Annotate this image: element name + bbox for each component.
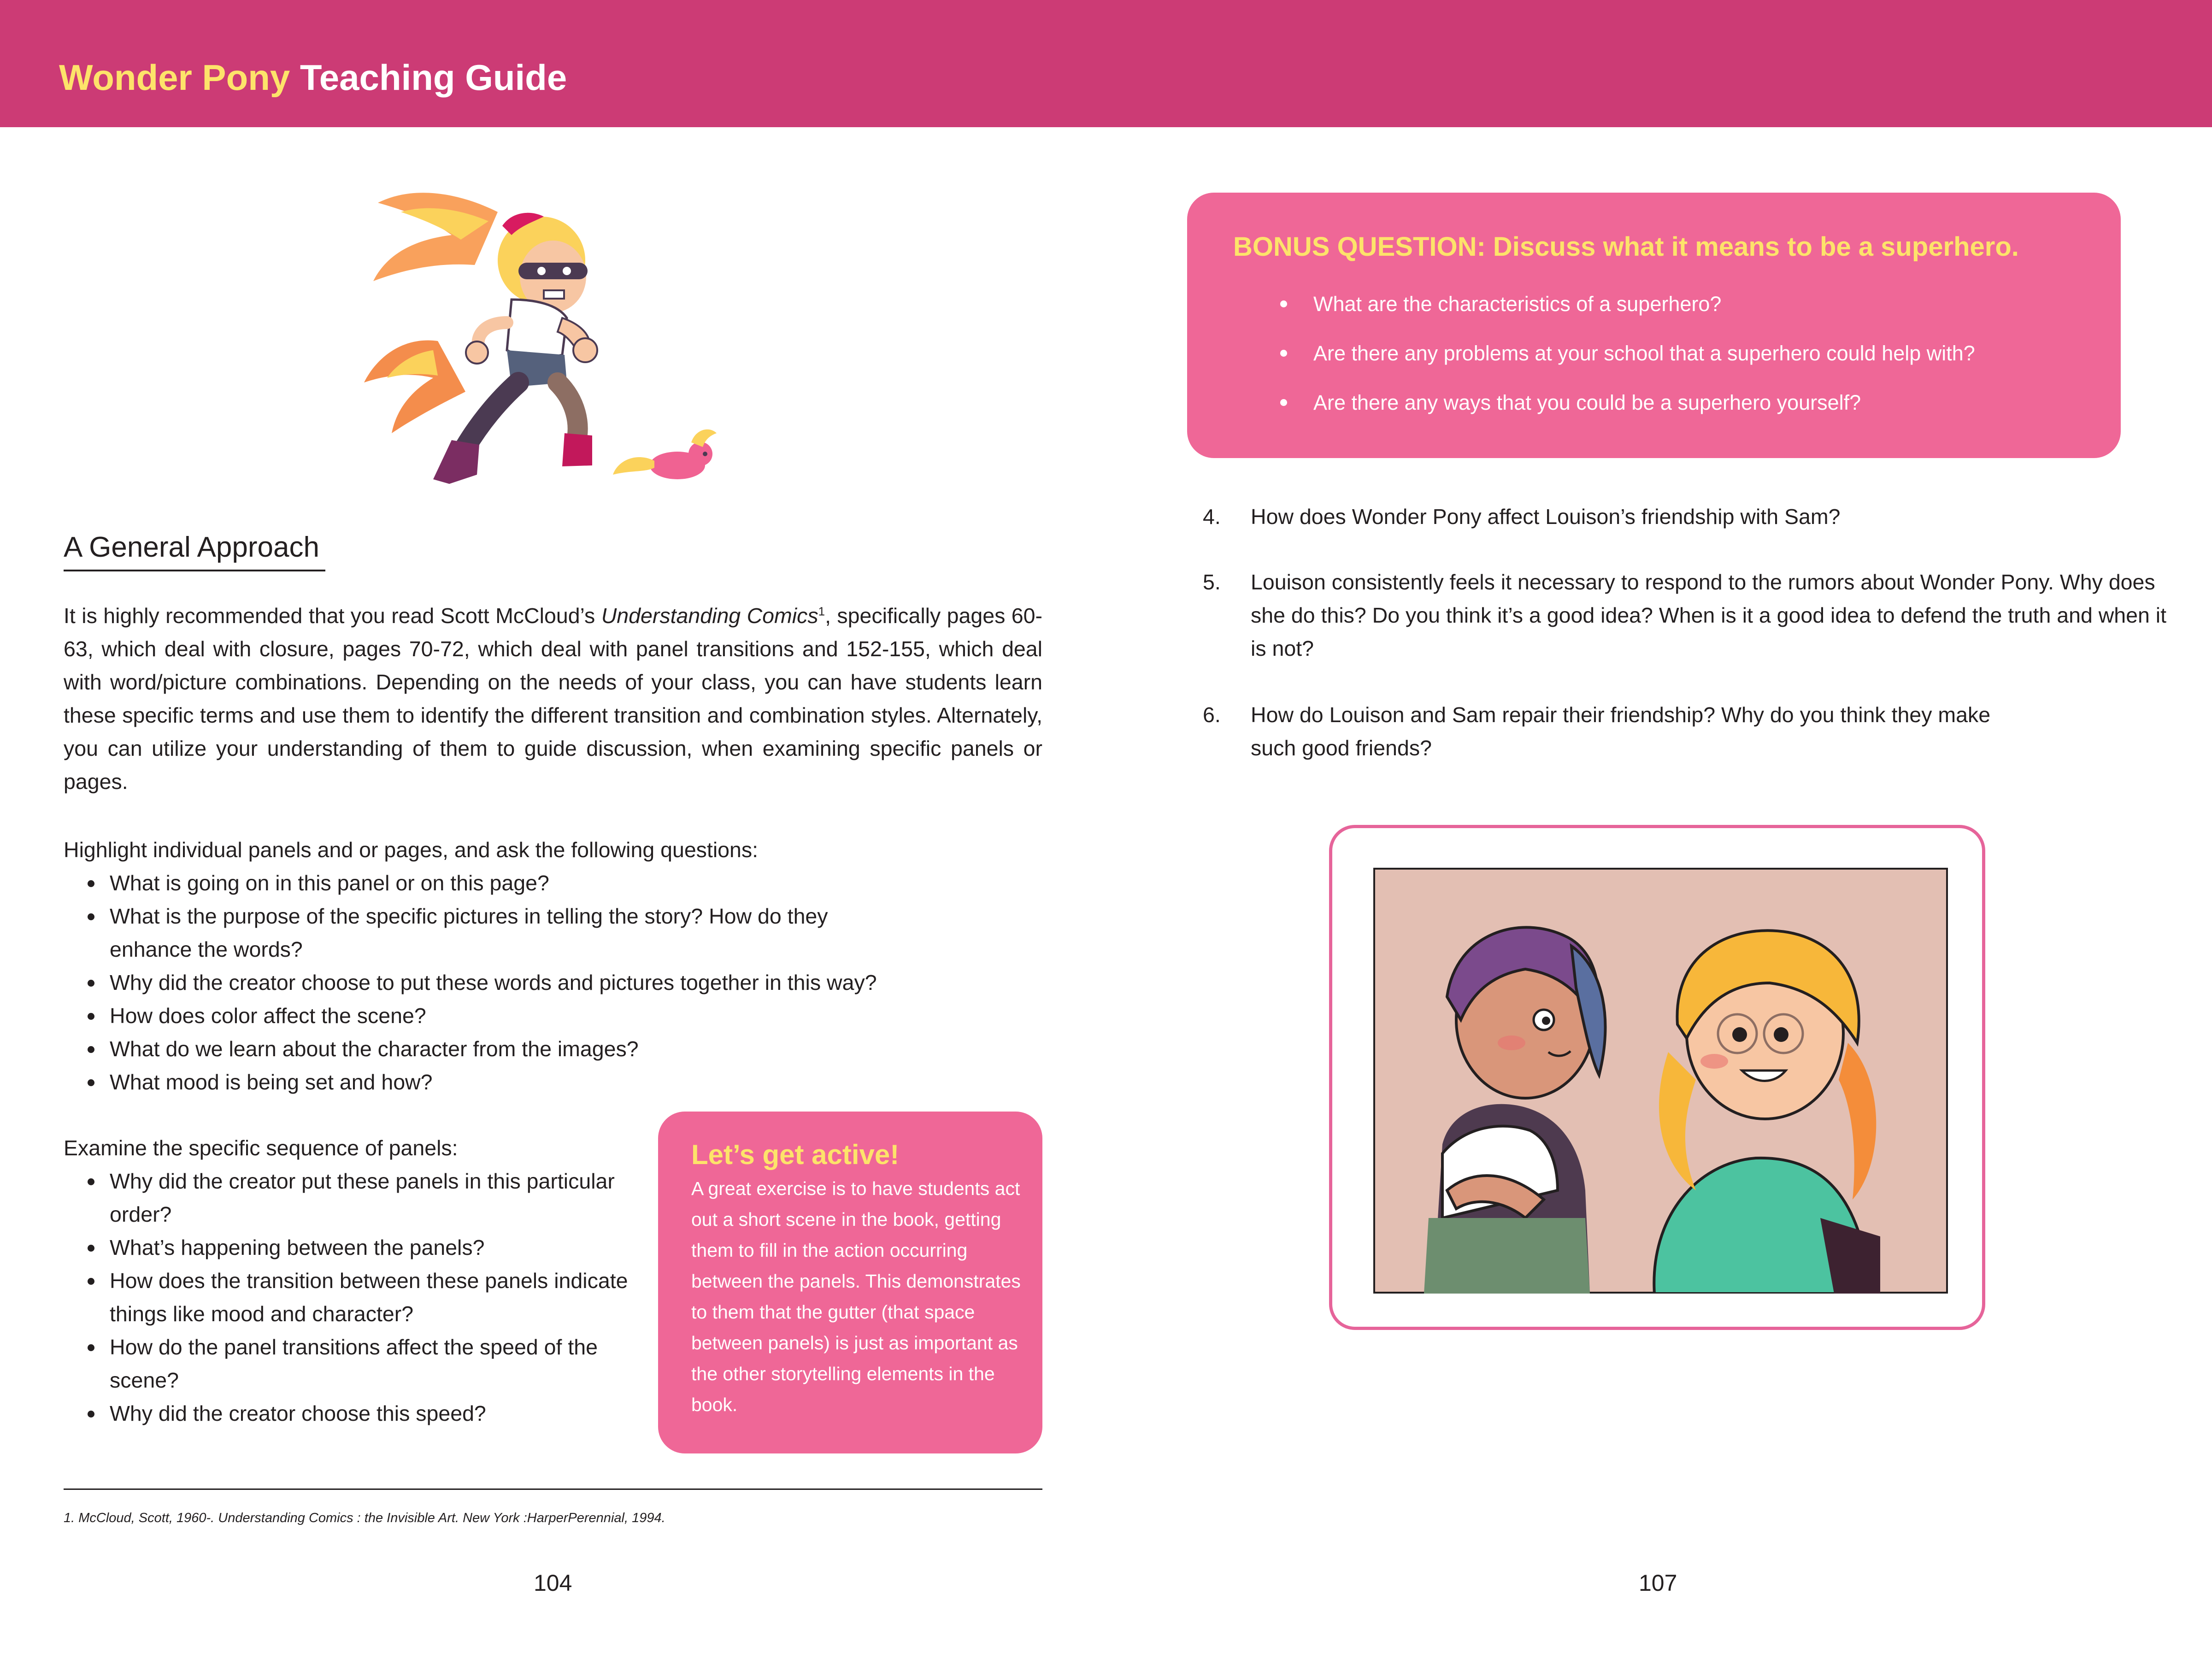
- heading-underline: [64, 570, 325, 571]
- list-item: What’s happening between the panels?: [64, 1231, 630, 1264]
- list-item: Why did the creator choose this speed?: [64, 1397, 630, 1430]
- list-item: Why did the creator put these panels in this particular order?: [64, 1165, 630, 1231]
- list-item: What do we learn about the character from the images?: [64, 1032, 985, 1065]
- hero-illustration: [359, 184, 728, 507]
- list-item: What mood is being set and how?: [64, 1065, 985, 1099]
- list-item: How does the transition between these panels indicate things like mood and character?: [64, 1264, 630, 1330]
- question-number: 5.: [1203, 570, 1221, 594]
- section-heading: A General Approach: [64, 531, 319, 563]
- page-number-right: 107: [1639, 1570, 1677, 1596]
- page-number-left: 104: [534, 1570, 572, 1596]
- activity-callout-body: A great exercise is to have students act out a short scene in the book, getting them to fill in the action occurring between the panels. This demonstrates to them that the gutter (that space between panels) is just as important as the other storytelling elements in the book.: [691, 1178, 1021, 1415]
- highlight-list-title: Highlight individual panels and or pages, and ask the following questions:: [64, 838, 759, 862]
- list-item: Are there any ways that you could be a superhero yourself?: [1244, 378, 1975, 427]
- examine-question-list: [64, 1165, 630, 1430]
- book-title: Understanding Comics: [601, 604, 818, 628]
- examine-list-title: Examine the specific sequence of panels:: [64, 1136, 458, 1160]
- list-item: How do the panel transitions affect the speed of the scene?: [64, 1330, 630, 1397]
- bonus-question-list: [1244, 279, 1975, 427]
- intro-text-start: It is highly recommended that you read Scott McCloud’s: [64, 604, 601, 628]
- question-text: Louison consistently feels it necessary to respond to the rumors about Wonder Pony. Why does she do this? Do you think it’s a good idea? When is it a good idea to defend the truth and when it is not?: [1251, 570, 2167, 660]
- list-item: What is the purpose of the specific pictures in telling the story? How do they enhance the words?: [64, 900, 884, 966]
- page-title: [59, 54, 567, 100]
- list-item: Are there any problems at your school that a superhero could help with?: [1244, 329, 1975, 378]
- list-item: What is going on in this panel or on this page?: [64, 866, 985, 900]
- activity-callout-title: Let’s get active!: [691, 1139, 900, 1170]
- list-item: What are the characteristics of a superhero?: [1244, 279, 1975, 329]
- footnote-marker: 1: [818, 604, 825, 618]
- footnote: 1. McCloud, Scott, 1960-. Understanding Comics : the Invisible Art. New York :HarperPerennial, 1994.: [64, 1511, 665, 1525]
- question-number: 6.: [1203, 703, 1221, 727]
- question-number: 4.: [1203, 505, 1221, 529]
- question-text: How do Louison and Sam repair their friendship? Why do you think they make such good friends?: [1251, 703, 1991, 760]
- question-text: How does Wonder Pony affect Louison’s friendship with Sam?: [1251, 505, 1841, 529]
- intro-paragraph: [64, 599, 1042, 798]
- footnote-divider: [64, 1488, 1042, 1490]
- title-brand: Wonder Pony: [59, 57, 290, 98]
- comic-panel-illustration: [1373, 868, 1948, 1294]
- title-rest: Teaching Guide: [300, 57, 567, 98]
- highlight-question-list: [64, 866, 985, 1099]
- list-item: Why did the creator choose to put these words and pictures together in this way?: [64, 966, 985, 999]
- bonus-question-title: BONUS QUESTION: Discuss what it means to be a superhero.: [1233, 232, 2019, 262]
- intro-text-end: , specifically pages 60-63, which deal with closure, pages 70-72, which deal with panel transitions and 152-155, which deal with word/picture combinations. Depending on the needs of your class, you can have students learn these specific terms and use them to identify the different transition and combination styles. Alternately, you can utilize your understanding of them to guide discussion, when examining specific panels or pages.: [64, 604, 1042, 794]
- list-item: How does color affect the scene?: [64, 999, 985, 1032]
